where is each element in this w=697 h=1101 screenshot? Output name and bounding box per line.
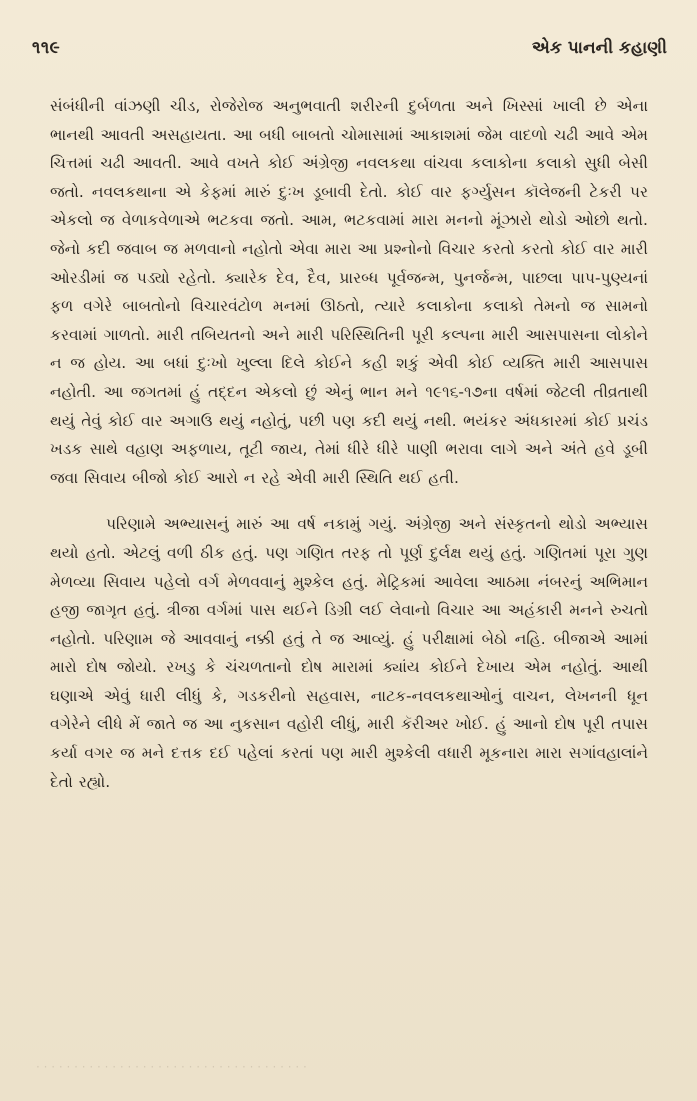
page-number: ૧૧૯ <box>32 38 61 58</box>
reverse-side-bleed: · · · · · · · · · · · · · · · · · · · · · · · · · · · · · · · · · · · · <box>36 1060 307 1074</box>
paragraph-1: સંબંધીની વાંઝણી ચીડ, રોજેરોજ અનુભવાતી શરીરની દુર્બળતા અને ખિસ્સાં ખાલી છે એના ભાનથી આવતી અસહાયતા. આ બધી બાબતો ચોમાસામાં આકાશમાં જેમ વાદળો ચઢી આવે એમ ચિત્તમાં ચઢી આવતી. આવે વખતે કોઈ અંગ્રેજી નવલકથા વાંચવા કલાકોના કલાકો સુધી બેસી જતો. નવલકથાના એ કેફમાં મારું દુઃખ ડૂબાવી દેતો. કોઈ વાર ફર્ગ્યુસન કૉલેજની ટેકરી પર એકલો જ વેળાકવેળાએ ભટકવા જતો. આમ, ભટકવામાં મારા મનનો મૂંઝારો થોડો ઓછો થતો. જેનો કદી જવાબ જ મળવાનો નહોતો એવા મારા આ પ્રશ્નોનો વિચાર કરતો કરતો કોઈ વાર મારી ઓરડીમાં જ પડ્યો રહેતો. ક્યારેક દેવ, દૈવ, પ્રારબ્ધ પૂર્વજન્મ, પુનર્જન્મ, પાછલા પાપ-પુણ્યનાં ફળ વગેરે બાબતોનો વિચારવંટોળ મનમાં ઊઠતો, ત્યારે કલાકોના કલાકો તેમનો જ સામનો કરવામાં ગાળતો. મારી તબિયતનો અને મારી પરિસ્થિતિની પૂરી કલ્પના મારી આસપાસના લોકોને ન જ હોય. આ બધાં દુઃખો ખુલ્લા દિલે કોઈને કહી શકું એવી કોઈ વ્યક્તિ મારી આસપાસ નહોતી. આ જગતમાં હું તદ્દન એકલો છું એનું ભાન મને ૧૯૧૬-૧૭ના વર્ષમાં જેટલી તીવ્રતાથી થયું તેવું કોઈ વાર અગાઉ થયું નહોતું, પછી પણ કદી થયું નથી. ભયંકર અંધકારમાં કોઈ પ્રચંડ ખડક સાથે વહાણ અફળાય, તૂટી જાય, તેમાં ધીરે ધીરે પાણી ભરાવા લાગે અને અંતે હવે ડૂબી જવા સિવાય બીજો કોઈ આરો ન રહે એવી મારી સ્થિતિ થઈ હતી. <box>50 97 648 487</box>
running-title: એક પાનની કહાણી <box>531 38 667 58</box>
body-text <box>50 92 648 796</box>
page-header <box>32 38 667 64</box>
paragraph-2: પરિણામે અભ્યાસનું મારું આ વર્ષ નકામું ગયું. અંગ્રેજી અને સંસ્કૃતનો થોડો અભ્યાસ થયો હતો. એટલું વળી ઠીક હતું. પણ ગણિત તરફ તો પૂર્ણ દુર્લક્ષ થયું હતું. ગણિતમાં પૂરા ગુણ મેળવ્યા સિવાય પહેલો વર્ગ મેળવવાનું મુશ્કેલ હતું. મેટ્રિકમાં આવેલા આઠમા નંબરનું અભિમાન હજી જાગૃત હતું. ત્રીજા વર્ગમાં પાસ થઈને ડિગ્રી લઈ લેવાનો વિચાર આ અહંકારી મનને રુચતો નહોતો. પરિણામ જે આવવાનું નક્કી હતું તે જ આવ્યું. હું પરીક્ષામાં બેઠો નહિ. બીજાએ આમાં મારો દોષ જોયો. રખડુ કે ચંચળતાનો દોષ મારામાં ક્યાંય કોઈને દેખાય એમ નહોતું. આથી ઘણાએ એવું ધારી લીધું કે, ગડકરીનો સહવાસ, નાટક-નવલકથાઓનું વાચન, લેખનની ધૂન વગેરેને લીધે મેં જાતે જ આ નુકસાન વહોરી લીધું, મારી કૅરીઅર ખોઈ. હું આનો દોષ પૂરી તપાસ કર્યા વગર જ મને દત્તક દઈ પહેલાં કરતાં પણ મારી મુશ્કેલી વધારી મૂકનારા મારા સગાંવહાલાંને દેતો રહ્યો. <box>50 515 648 791</box>
